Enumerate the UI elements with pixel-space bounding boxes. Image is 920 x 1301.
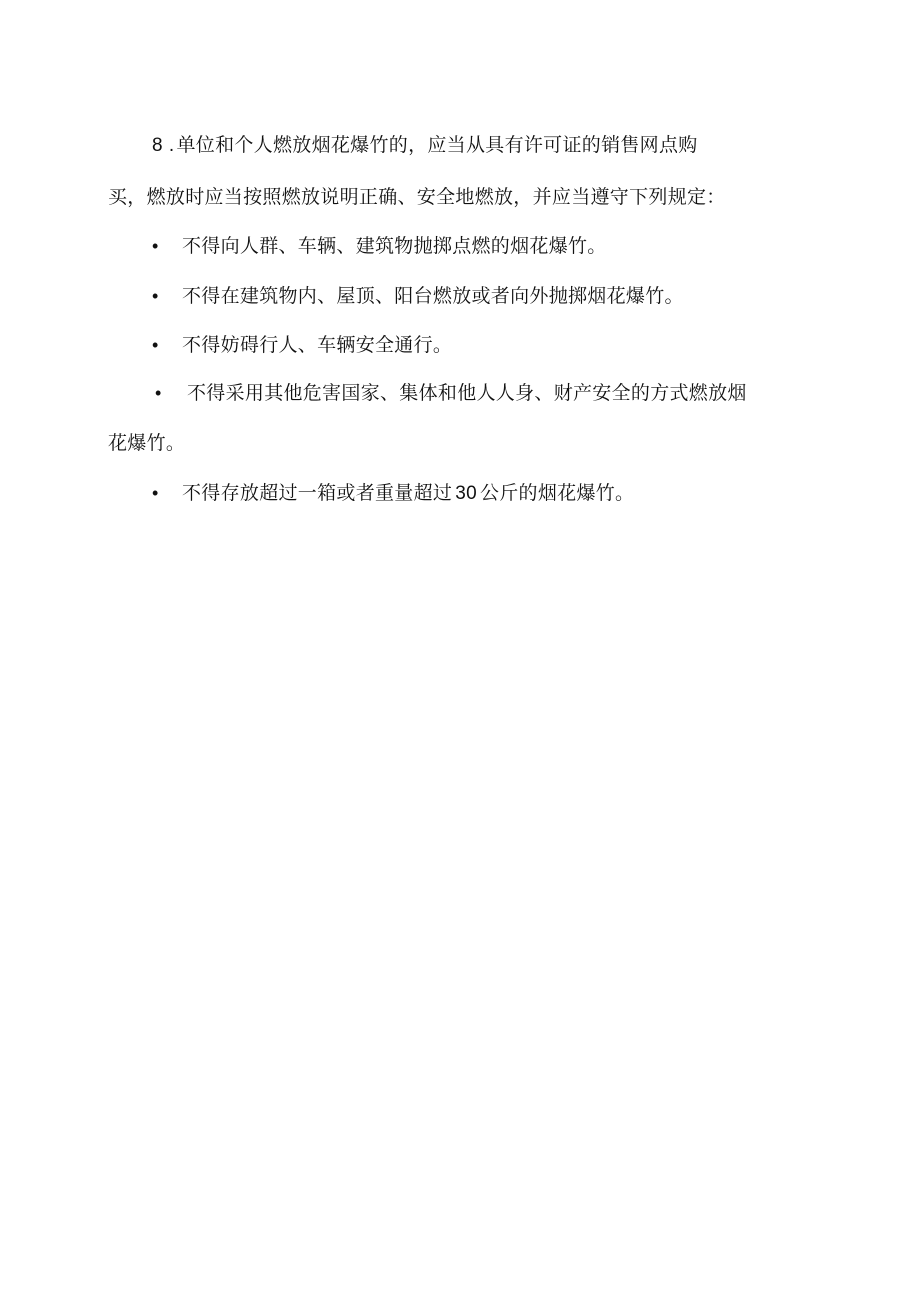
list-item [187, 381, 747, 405]
paragraph-separator: . [168, 135, 175, 156]
list-item [182, 481, 634, 506]
list-item [182, 284, 684, 308]
list-item-text: 不得妨碍行人、车辆安全通行。 [182, 334, 453, 356]
paragraph-line-2 [108, 185, 726, 209]
bullet-icon: • [152, 483, 159, 503]
list-item-number: 30 [455, 483, 477, 504]
list-item-continuation [108, 431, 185, 455]
list-item-text-before: 不得存放超过一箱或者重量超过 [182, 482, 453, 504]
paragraph-number: 8 [152, 135, 163, 156]
list-item-text-line-2: 花爆竹。 [108, 432, 186, 454]
bullet-icon: • [152, 286, 159, 306]
list-item-text: 不得在建筑物内、屋顶、阳台燃放或者向外抛掷烟花爆竹。 [182, 285, 684, 307]
list-item-text: 不得向人群、车辆、建筑物抛掷点燃的烟花爆竹。 [182, 235, 607, 257]
paragraph-line-1 [152, 133, 698, 158]
list-item [182, 333, 452, 357]
bullet-icon: • [152, 236, 159, 256]
bullet-icon: • [155, 383, 162, 403]
bullet-icon: • [152, 335, 159, 355]
paragraph-text-line-2: 买，燃放时应当按照燃放说明正确、安全地燃放，并应当遵守下列规定： [108, 186, 726, 208]
list-item-text-line-1: 不得采用其他危害国家、集体和他人人身、财产安全的方式燃放烟 [187, 382, 747, 404]
paragraph-text-line-1: 单位和个人燃放烟花爆竹的，应当从具有许可证的销售网点购 [176, 134, 698, 156]
list-item-text-after: 公斤的烟花爆竹。 [479, 482, 635, 504]
list-item [182, 234, 607, 258]
